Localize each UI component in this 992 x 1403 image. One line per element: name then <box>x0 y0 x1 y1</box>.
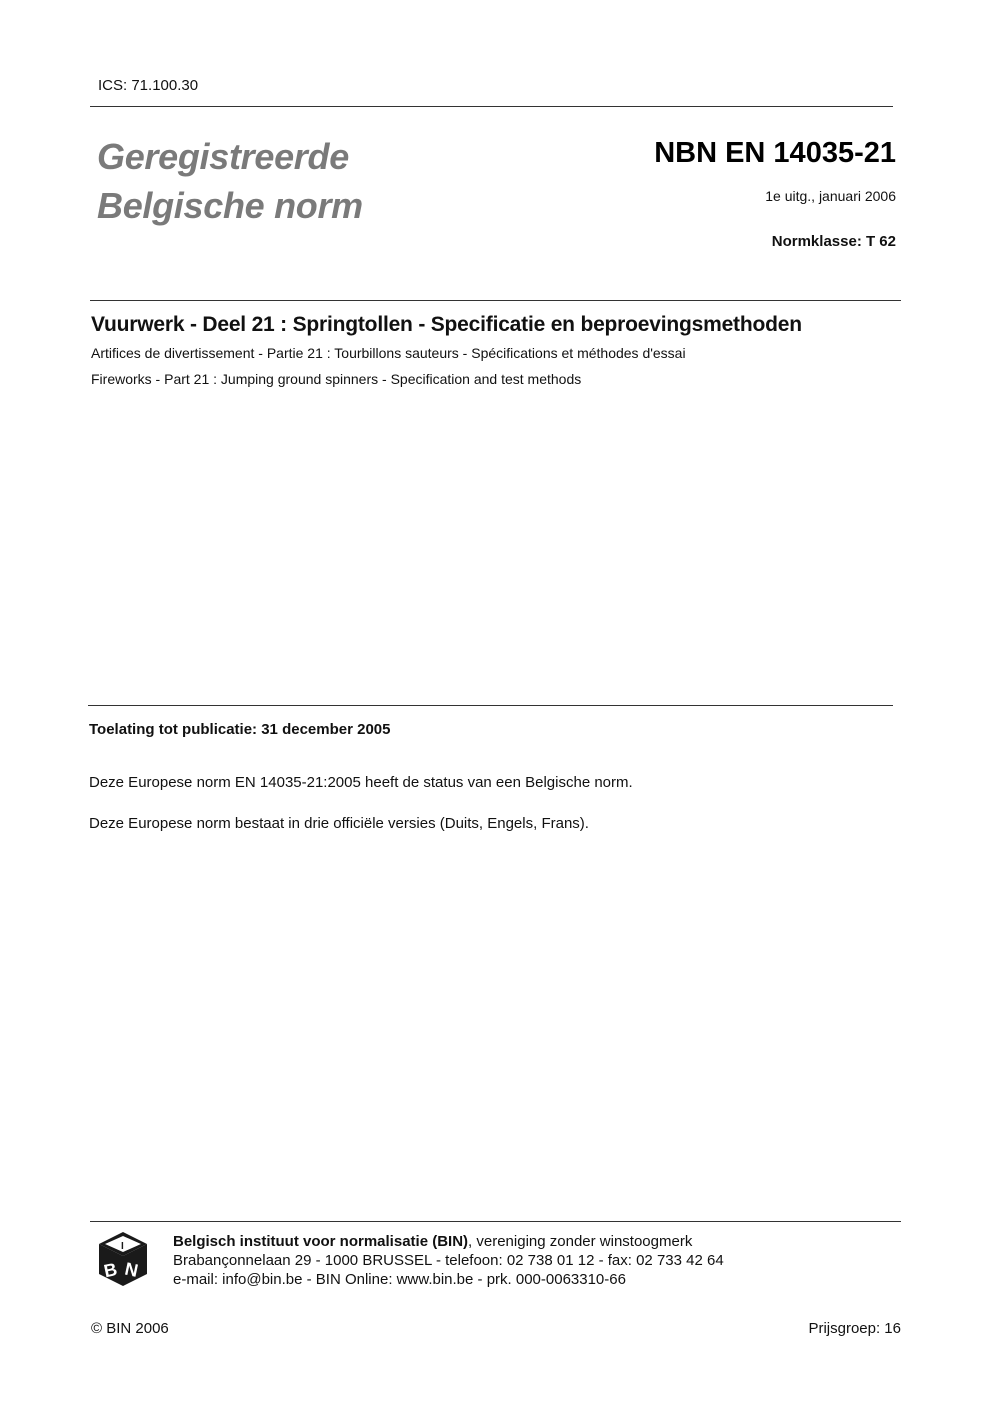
norm-identifier: NBN EN 14035-21 <box>654 137 896 169</box>
status-statement: Deze Europese norm EN 14035-21:2005 heeft de status van een Belgische norm. <box>89 774 633 791</box>
versions-statement: Deze Europese norm bestaat in drie officiële versies (Duits, Engels, Frans). <box>89 815 589 832</box>
registered-standard-heading-line1: Geregistreerde <box>97 136 349 177</box>
title-divider <box>90 300 901 301</box>
organization-type: , vereniging zonder winstoogmerk <box>468 1233 693 1250</box>
title-english: Fireworks - Part 21 : Jumping ground spinners - Specification and test methods <box>91 371 582 387</box>
svg-text:B: B <box>102 1258 119 1282</box>
bin-logo-icon <box>97 1230 149 1288</box>
price-group: Prijsgroep: 16 <box>808 1320 901 1337</box>
organization-line <box>173 1233 692 1250</box>
svg-text:N: N <box>123 1258 140 1281</box>
body-divider <box>88 705 893 706</box>
copyright: © BIN 2006 <box>91 1320 169 1337</box>
title-french: Artifices de divertissement - Partie 21 : Tourbillons sauteurs - Spécifications et méthodes d'essai <box>91 345 686 361</box>
publication-approval: Toelating tot publicatie: 31 december 2005 <box>89 721 391 738</box>
organization-address: Brabançonnelaan 29 - 1000 BRUSSEL - telefoon: 02 738 01 12 - fax: 02 733 42 64 <box>173 1252 724 1269</box>
edition-date: 1e uitg., januari 2006 <box>765 188 896 204</box>
footer-divider <box>90 1221 901 1222</box>
organization-contact: e-mail: info@bin.be - BIN Online: www.bin.be - prk. 000-0063310-66 <box>173 1271 626 1288</box>
norm-class: Normklasse: T 62 <box>771 233 896 250</box>
registered-standard-heading-line2: Belgische norm <box>97 185 363 226</box>
title-dutch: Vuurwerk - Deel 21 : Springtollen - Specificatie en beproevingsmethoden <box>91 313 802 336</box>
top-divider <box>90 106 893 107</box>
svg-text:I: I <box>121 1241 124 1252</box>
ics-code: ICS: 71.100.30 <box>98 77 199 94</box>
organization-name: Belgisch instituut voor normalisatie (BIN) <box>173 1233 469 1250</box>
